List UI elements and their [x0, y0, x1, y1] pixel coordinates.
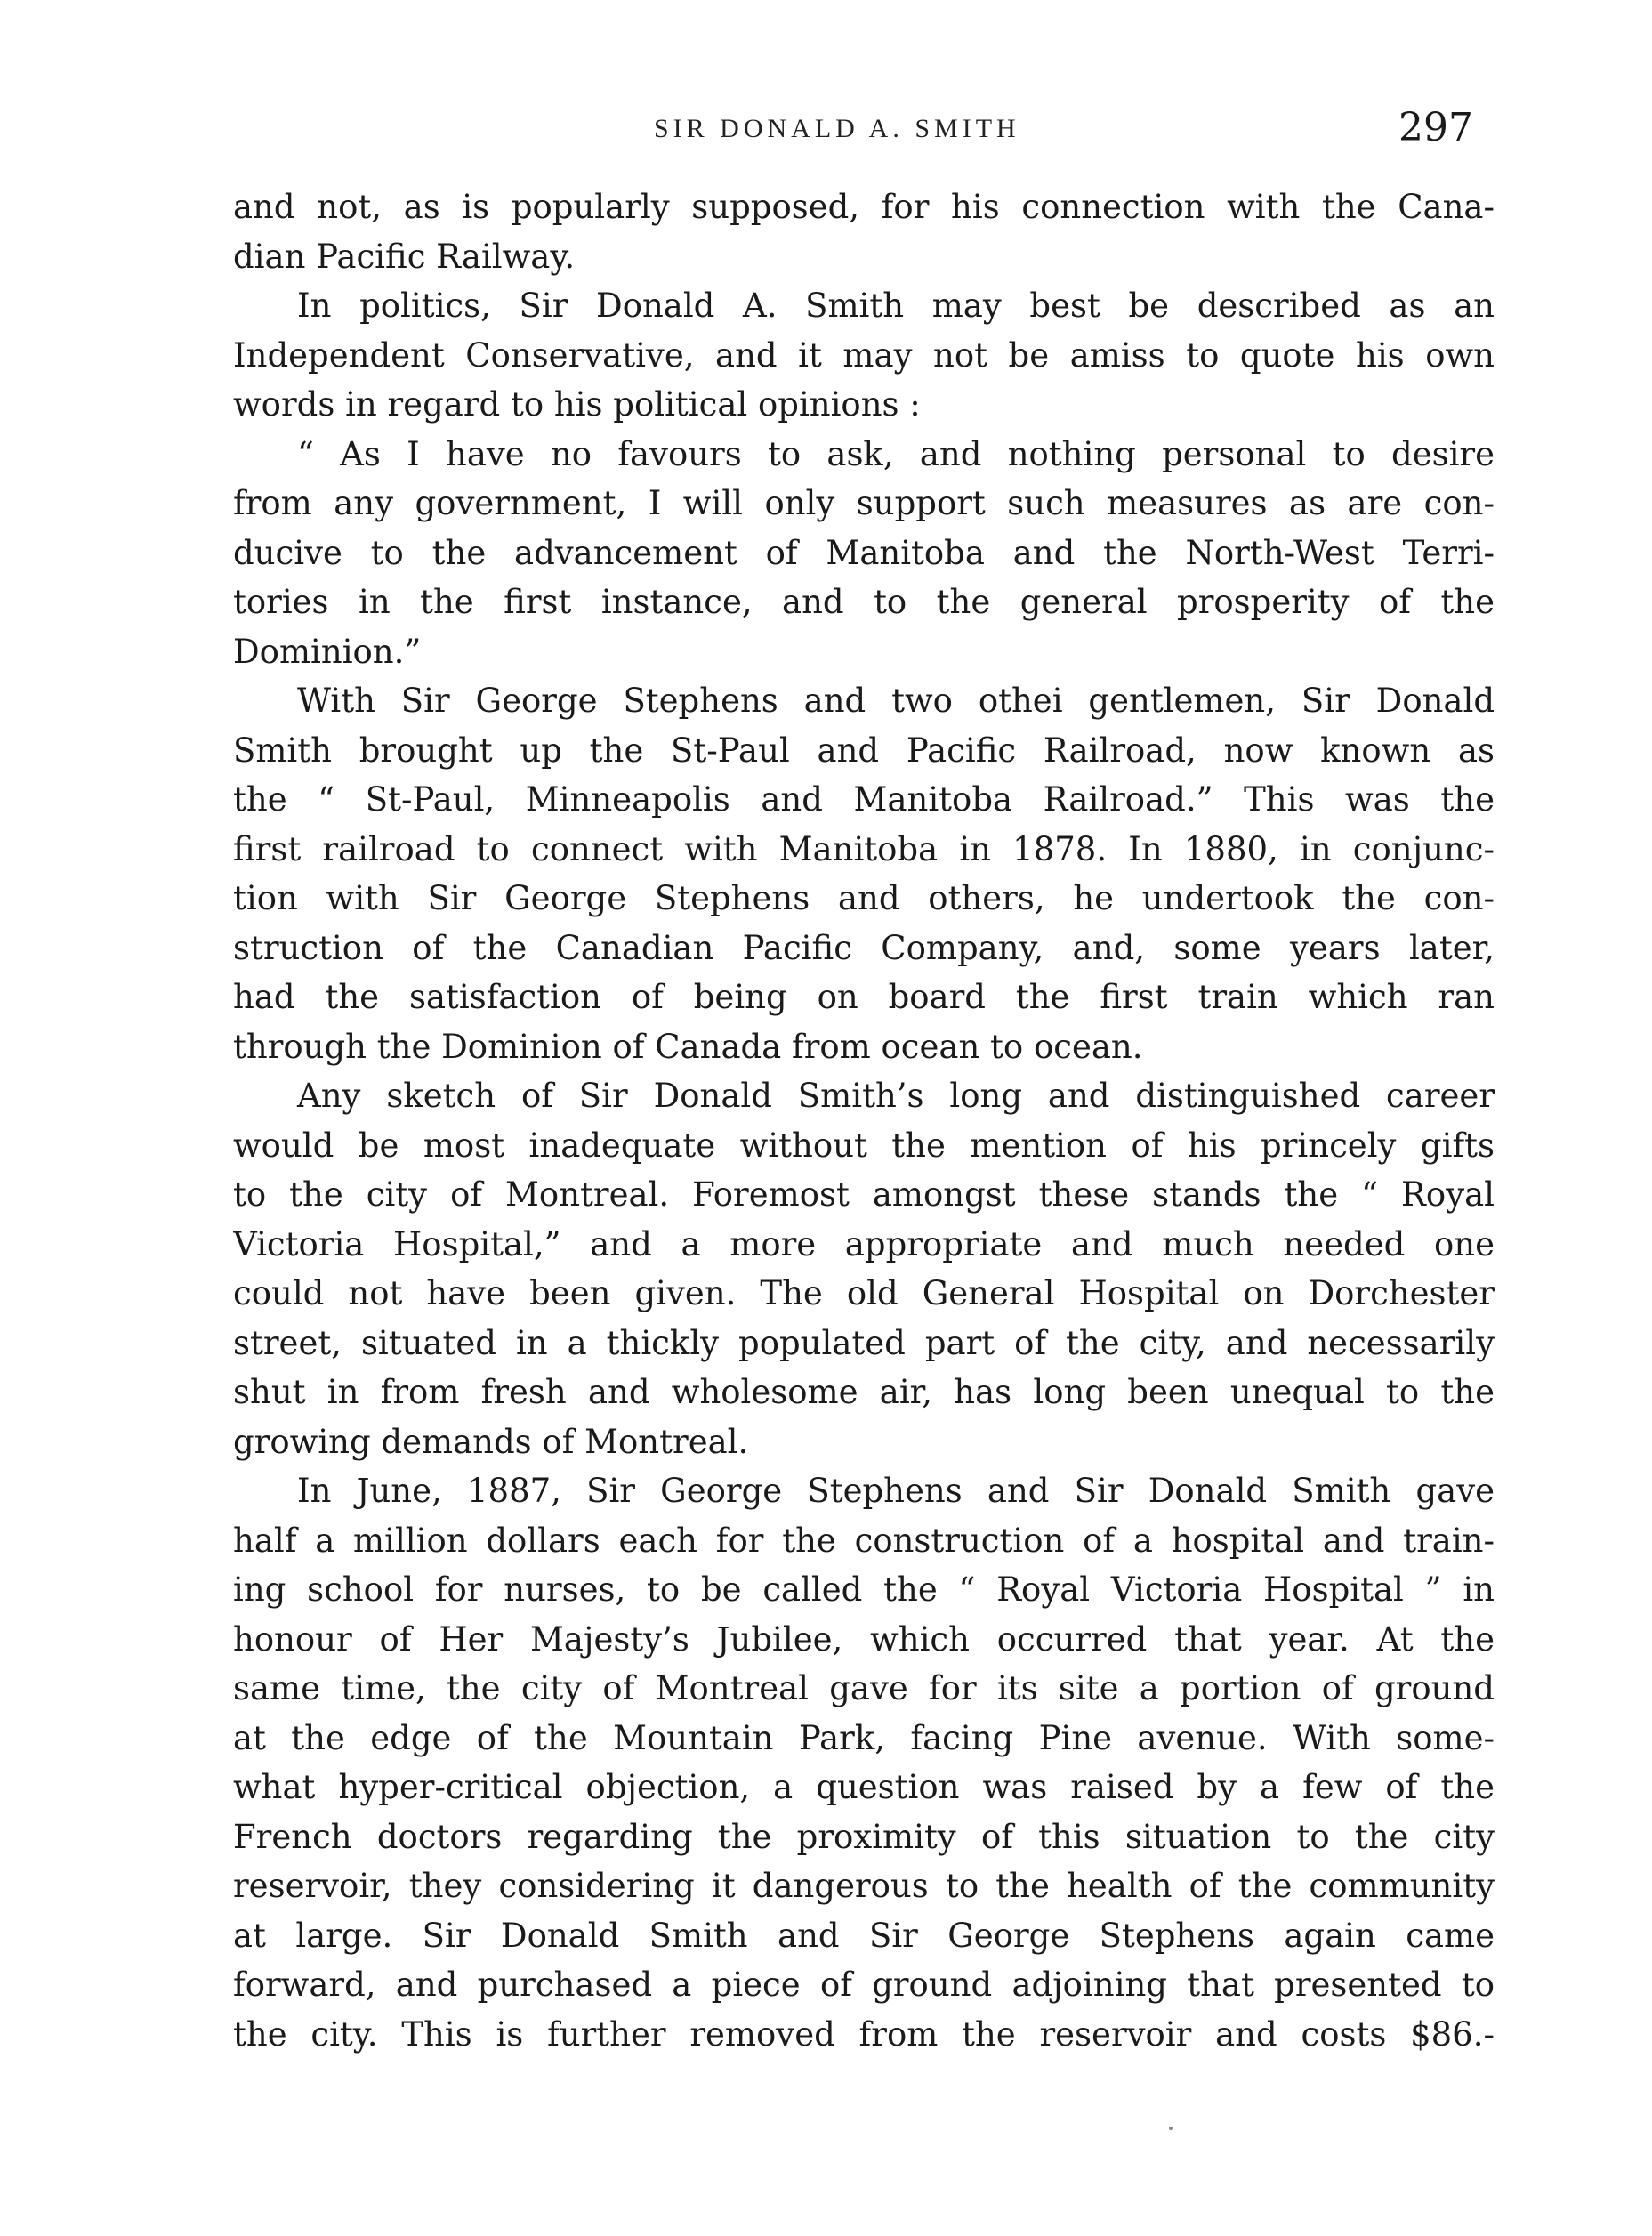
- text-line: the city. This is further removed from the reservoir and costs $86.-: [233, 2014, 1495, 2054]
- text-line: Smith brought up the St-Paul and Pacific Railroad, now known as: [233, 731, 1495, 770]
- text-line: French doctors regarding the proximity of this situation to the city: [233, 1817, 1495, 1856]
- text-line: at large. Sir Donald Smith and Sir George Stephens again came: [233, 1916, 1495, 1955]
- text-line: tion with Sir George Stephens and others, he undertook the con-: [233, 879, 1495, 917]
- text-line: struction of the Canadian Pacific Company, and, some years later,: [233, 928, 1495, 967]
- text-line: reservoir, they considering it dangerous to the health of the community: [233, 1867, 1495, 1905]
- text-line: Independent Conservative, and it may not be amiss to quote his own: [233, 335, 1495, 375]
- body-text: [233, 182, 1495, 2059]
- text-line: half a million dollars each for the construction of a hospital and train-: [233, 1521, 1495, 1560]
- text-line: Dominion.”: [233, 632, 422, 671]
- running-head: [0, 105, 1652, 158]
- text-line: With Sir George Stephens and two othei gentlemen, Sir Donald: [297, 682, 1495, 720]
- print-speck: [1169, 2127, 1173, 2130]
- text-line: In politics, Sir Donald A. Smith may best be described as an: [297, 287, 1495, 325]
- text-line: the “ St-Paul, Minneapolis and Manitoba Railroad.” This was the: [233, 780, 1495, 819]
- text-line: at the edge of the Mountain Park, facing Pine avenue. With some-: [233, 1718, 1495, 1757]
- text-line: tories in the first instance, and to the general prosperity of the: [233, 583, 1495, 621]
- text-line: and not, as is popularly supposed, for his connection with the Cana-: [233, 188, 1495, 226]
- text-line: In June, 1887, Sir George Stephens and Sir Donald Smith gave: [297, 1472, 1495, 1510]
- text-line: first railroad to connect with Manitoba in 1878. In 1880, in conjunc-: [233, 829, 1495, 868]
- page-number: 297: [1398, 105, 1473, 150]
- text-line: honour of Her Majesty’s Jubilee, which occurred that year. At the: [233, 1619, 1495, 1659]
- text-line: “ As I have no favours to ask, and nothing personal to desire: [297, 434, 1495, 473]
- text-line: had the satisfaction of being on board the first train which ran: [233, 978, 1495, 1016]
- text-line: same time, the city of Montreal gave for its site a portion of ground: [233, 1669, 1495, 1707]
- text-line: shut in from fresh and wholesome air, has long been unequal to the: [233, 1373, 1495, 1411]
- text-line: street, situated in a thickly populated part of the city, and necessarily: [233, 1323, 1495, 1362]
- text-line: from any government, I will only support such measures as are con-: [233, 484, 1495, 522]
- text-line: ducive to the advancement of Manitoba and the North-West Terri-: [233, 533, 1495, 572]
- text-line: would be most inadequate without the mention of his princely gifts: [233, 1126, 1495, 1165]
- text-line: forward, and purchased a piece of ground adjoining that presented to: [233, 1966, 1495, 2004]
- text-line: words in regard to his political opinions :: [233, 385, 921, 424]
- text-line: Any sketch of Sir Donald Smith’s long and distinguished career: [297, 1077, 1495, 1115]
- text-line: Victoria Hospital,” and a more appropriate and much needed one: [233, 1224, 1495, 1263]
- text-line: through the Dominion of Canada from ocean to ocean.: [233, 1027, 1143, 1066]
- text-line: dian Pacific Railway.: [233, 237, 576, 276]
- text-line: growing demands of Montreal.: [233, 1422, 749, 1461]
- text-line: ing school for nurses, to be called the “ Royal Victoria Hospital ” in: [233, 1570, 1495, 1609]
- text-line: to the city of Montreal. Foremost amongst these stands the “ Royal: [233, 1175, 1495, 1214]
- running-title: SIR DONALD A. SMITH: [654, 114, 1020, 143]
- text-line: could not have been given. The old General Hospital on Dorchester: [233, 1274, 1495, 1312]
- text-line: what hyper-critical objection, a question was raised by a few of the: [233, 1768, 1495, 1806]
